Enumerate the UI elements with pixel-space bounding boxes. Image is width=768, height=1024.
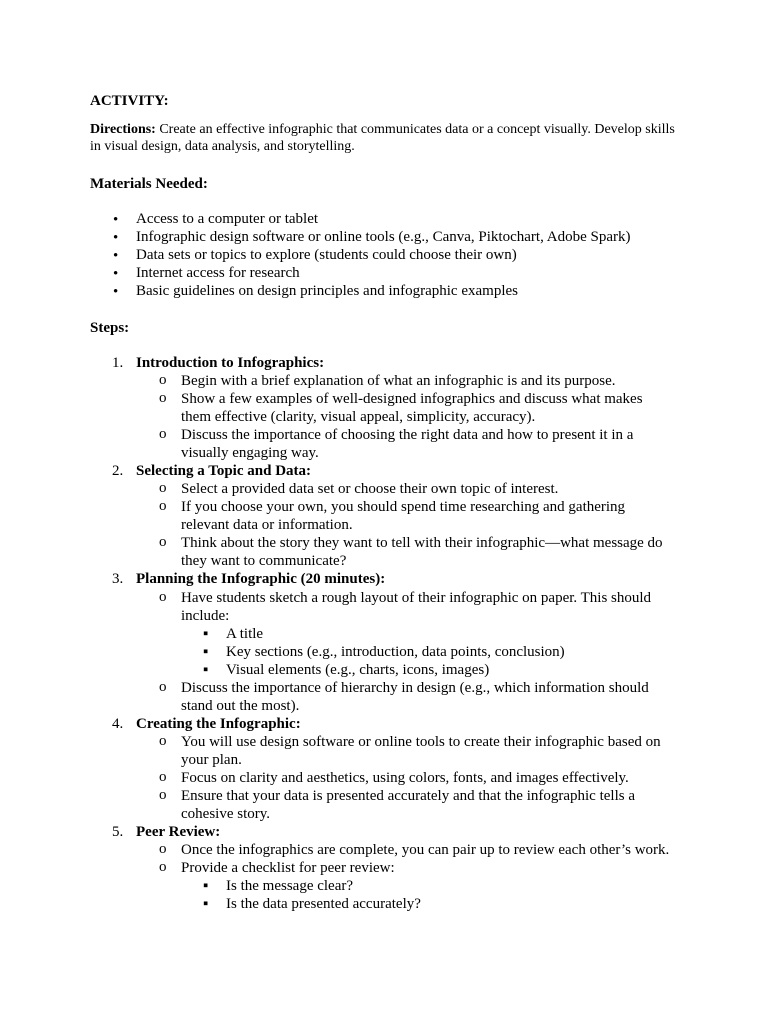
- circle-marker: o: [159, 534, 167, 550]
- circle-marker: o: [159, 787, 167, 803]
- list-item: Infographic design software or online tools (e.g., Canva, Piktochart, Adobe Spark): [136, 229, 631, 245]
- sub-list-item: Key sections (e.g., introduction, data points, conclusion): [226, 644, 565, 660]
- list-item: If you choose your own, you should spend time researching and gathering: [181, 499, 626, 515]
- bullet-marker: •: [113, 266, 119, 282]
- sub-list-item: A title: [226, 626, 264, 642]
- directions-text-1: Create an effective infographic that communicates data or a concept visually. Develop skills: [159, 122, 675, 137]
- step-number: 5.: [112, 824, 124, 840]
- list-item-continued: relevant data or information.: [181, 517, 353, 533]
- list-item-continued: your plan.: [181, 752, 242, 768]
- bullet-marker: •: [113, 230, 119, 246]
- step-2-title: Selecting a Topic and Data:: [136, 463, 312, 479]
- step-number: 4.: [112, 716, 124, 732]
- steps-heading: Steps:: [90, 320, 130, 336]
- step-number: 2.: [112, 463, 124, 479]
- list-item: Have students sketch a rough layout of their infographic on paper. This should: [181, 590, 652, 606]
- bullet-marker: •: [113, 212, 119, 228]
- step-number: 3.: [112, 571, 124, 587]
- circle-marker: o: [159, 769, 167, 785]
- sub-list-item: Is the data presented accurately?: [226, 896, 421, 912]
- square-marker: ▪: [203, 662, 209, 678]
- circle-marker: o: [159, 679, 167, 695]
- circle-marker: o: [159, 589, 167, 605]
- sub-list-item: Is the message clear?: [226, 878, 354, 894]
- square-marker: ▪: [203, 878, 209, 894]
- square-marker: ▪: [203, 626, 209, 642]
- list-item-continued: stand out the most).: [181, 698, 300, 714]
- circle-marker: o: [159, 426, 167, 442]
- list-item-continued: include:: [181, 608, 230, 624]
- circle-marker: o: [159, 480, 167, 496]
- list-item-continued: cohesive story.: [181, 806, 271, 822]
- list-item: Show a few examples of well-designed infographics and discuss what makes: [181, 391, 643, 407]
- directions-paragraph: [90, 121, 690, 155]
- step-4-title: Creating the Infographic:: [136, 716, 301, 732]
- circle-marker: o: [159, 372, 167, 388]
- circle-marker: o: [159, 498, 167, 514]
- list-item: Discuss the importance of choosing the right data and how to present it in a: [181, 427, 634, 443]
- list-item: Ensure that your data is presented accurately and that the infographic tells a: [181, 788, 635, 804]
- circle-marker: o: [159, 841, 167, 857]
- step-number: 1.: [112, 355, 124, 371]
- list-item: Data sets or topics to explore (students could choose their own): [136, 247, 517, 263]
- list-item: Provide a checklist for peer review:: [181, 860, 395, 876]
- list-item: Discuss the importance of hierarchy in design (e.g., which information should: [181, 680, 649, 696]
- sub-list-item: Visual elements (e.g., charts, icons, images): [226, 662, 490, 678]
- list-item-continued: they want to communicate?: [181, 553, 347, 569]
- list-item: Access to a computer or tablet: [136, 211, 319, 227]
- directions-line-1: [90, 121, 690, 138]
- list-item: Select a provided data set or choose their own topic of interest.: [181, 481, 559, 497]
- activity-title: ACTIVITY:: [90, 93, 169, 109]
- bullet-marker: •: [113, 284, 119, 300]
- step-5-title: Peer Review:: [136, 824, 221, 840]
- list-item: Begin with a brief explanation of what an infographic is and its purpose.: [181, 373, 616, 389]
- bullet-marker: •: [113, 248, 119, 264]
- directions-label: Directions:: [90, 122, 156, 137]
- list-item: Basic guidelines on design principles and infographic examples: [136, 283, 518, 299]
- circle-marker: o: [159, 733, 167, 749]
- step-3-title: Planning the Infographic (20 minutes):: [136, 571, 386, 587]
- circle-marker: o: [159, 859, 167, 875]
- directions-line-2: in visual design, data analysis, and storytelling.: [90, 139, 355, 154]
- materials-heading: Materials Needed:: [90, 176, 208, 192]
- step-1-title: Introduction to Infographics:: [136, 355, 325, 371]
- list-item: Once the infographics are complete, you can pair up to review each other’s work.: [181, 842, 670, 858]
- square-marker: ▪: [203, 644, 209, 660]
- list-item: Think about the story they want to tell with their infographic—what message do: [181, 535, 663, 551]
- list-item-continued: visually engaging way.: [181, 445, 319, 461]
- list-item: You will use design software or online tools to create their infographic based on: [181, 734, 661, 750]
- list-item: Internet access for research: [136, 265, 300, 281]
- list-item-continued: them effective (clarity, visual appeal, simplicity, accuracy).: [181, 409, 536, 425]
- square-marker: ▪: [203, 896, 209, 912]
- circle-marker: o: [159, 390, 167, 406]
- list-item: Focus on clarity and aesthetics, using colors, fonts, and images effectively.: [181, 770, 629, 786]
